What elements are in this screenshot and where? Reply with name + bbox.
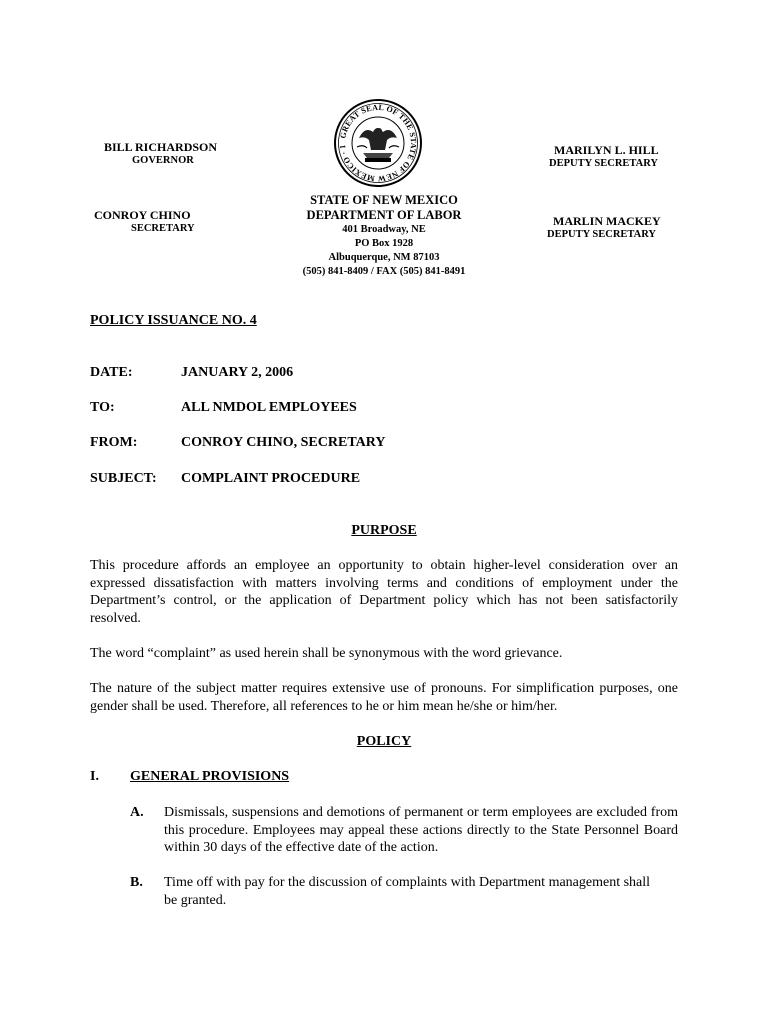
- governor-title: GOVERNOR: [132, 155, 194, 166]
- state-seal-icon: [333, 98, 423, 188]
- governor-name: BILL RICHARDSON: [104, 140, 218, 154]
- purpose-heading: PURPOSE: [351, 523, 417, 538]
- agency-pobox: PO Box 1928: [354, 238, 414, 249]
- memo-subject-label: SUBJECT:: [90, 471, 157, 486]
- agency-street: 401 Broadway, NE: [342, 224, 426, 235]
- agency-state: STATE OF NEW MEXICO: [310, 193, 458, 207]
- item-a-label: A.: [130, 805, 144, 820]
- memo-date-value: JANUARY 2, 2006: [181, 365, 294, 380]
- purpose-paragraph-1: This procedure affords an employee an opportunity to obtain higher-level consideration over an expressed dissatisfaction with matters involving terms and conditions of employment under the Department’s control, or the application of Department policy which has not been satisfactorily resolved.: [90, 558, 678, 626]
- agency-address-block: [234, 193, 534, 279]
- memo-to-value: ALL NMDOL EMPLOYEES: [181, 400, 357, 415]
- memo-subject-value: COMPLAINT PROCEDURE: [181, 471, 361, 486]
- purpose-paragraph-2: The word “complaint” as used herein shall be synonymous with the word grievance.: [90, 646, 563, 661]
- deputy-secretary-1-name: MARILYN L. HILL: [554, 143, 659, 157]
- agency-department: DEPARTMENT OF LABOR: [306, 208, 462, 222]
- item-a-text: Dismissals, suspensions and demotions of permanent or term employees are excluded from this procedure. Employees may appeal these actions directly to the State Personnel Board within 30 days of the effective date of the action.: [164, 805, 678, 855]
- deputy-secretary-2-title: DEPUTY SECRETARY: [547, 229, 657, 240]
- secretary-name: CONROY CHINO: [94, 208, 191, 222]
- policy-issuance-number: POLICY ISSUANCE NO. 4: [90, 313, 257, 328]
- deputy-secretary-1-title: DEPUTY SECRETARY: [549, 158, 659, 169]
- agency-phone: (505) 841-8409 / FAX (505) 841-8491: [302, 266, 466, 277]
- purpose-paragraph-3: The nature of the subject matter requires extensive use of pronouns. For simplification purposes, one gender shall be used. Therefore, all references to he or him mean he/she or him/her.: [90, 681, 678, 714]
- policy-heading: POLICY: [356, 734, 412, 749]
- item-b-label: B.: [130, 875, 143, 890]
- agency-city: Albuquerque, NM 87103: [328, 252, 440, 263]
- item-b-text: Time off with pay for the discussion of complaints with Department management shall be granted.: [164, 875, 651, 908]
- secretary-title: SECRETARY: [131, 223, 195, 234]
- memo-date-label: DATE:: [90, 365, 133, 380]
- deputy-secretary-2-name: MARLIN MACKEY: [553, 214, 661, 228]
- memo-to-label: TO:: [90, 400, 115, 415]
- section-title: GENERAL PROVISIONS: [130, 769, 290, 784]
- seal-lettering: GREAT SEAL OF THE STATE OF NEW MEXICO · 1: [337, 102, 419, 184]
- memo-from-value: CONROY CHINO, SECRETARY: [181, 435, 386, 450]
- memo-from-label: FROM:: [90, 435, 138, 450]
- section-number: I.: [90, 769, 99, 784]
- state-seal: [333, 98, 423, 188]
